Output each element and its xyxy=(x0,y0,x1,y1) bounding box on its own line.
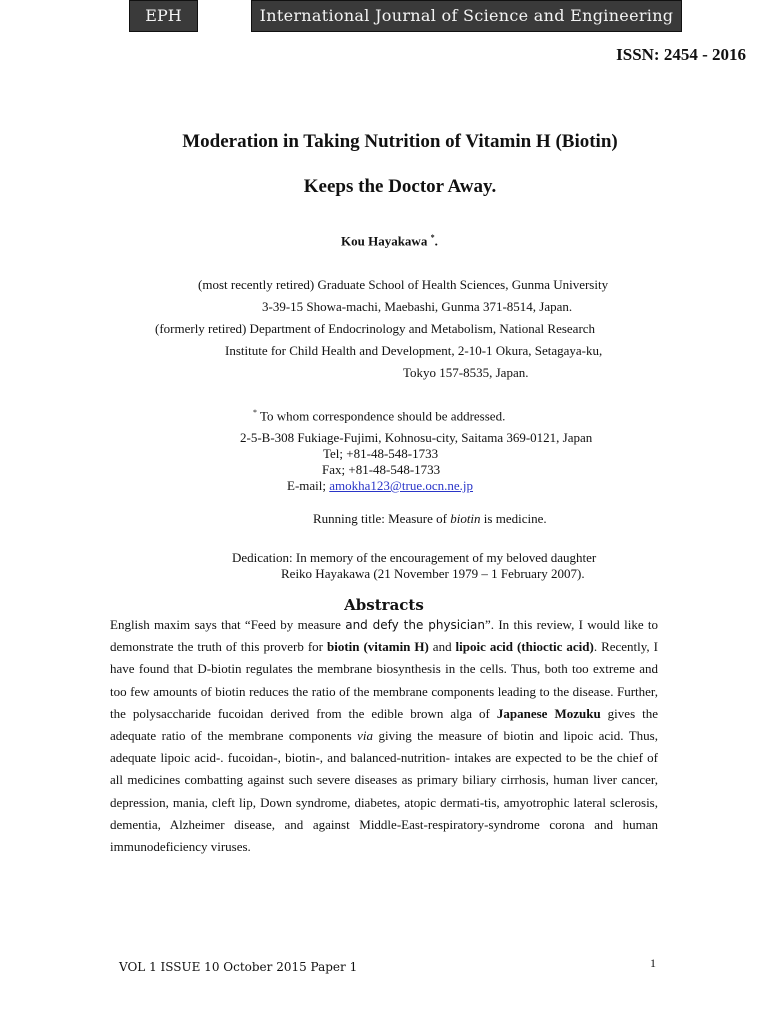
correspondence-note xyxy=(253,408,505,424)
abstract-text-2: ”. In this review, I would like to demonstrate the truth of this proverb for xyxy=(110,617,659,655)
dedication-line-1: Dedication: In memory of the encouragement of my beloved daughter xyxy=(232,550,597,565)
footer-volume: VOL 1 ISSUE 10 October 2015 Paper 1 xyxy=(119,960,358,974)
author xyxy=(341,233,438,249)
affiliation-line-5: Tokyo 157-8535, Japan. xyxy=(403,365,529,380)
abstract-text-1: English maxim says that “Feed by measure xyxy=(110,617,346,632)
author-suffix: . xyxy=(434,233,438,249)
issn: ISSN: 2454 - 2016 xyxy=(616,45,746,64)
email-label: E-mail; xyxy=(287,478,330,493)
journal-name-banner: International Journal of Science and Engineering xyxy=(251,0,682,32)
abstract-bold-mozuku: Japanese Mozuku xyxy=(496,705,601,721)
correspondence-address: 2-5-B-308 Fukiage-Fujimi, Kohnosu-city, Saitama 369-0121, Japan xyxy=(240,430,593,445)
author-name: Kou Hayakawa xyxy=(341,233,428,249)
running-title-italic: biotin xyxy=(450,511,481,526)
affiliation-line-1: (most recently retired) Graduate School of Health Sciences, Gunma University xyxy=(198,277,609,292)
correspondence-text: To whom correspondence should be addressed. xyxy=(257,408,506,424)
abstract-text-1s: and defy the physician xyxy=(345,618,486,632)
abstract-italic-via: via xyxy=(357,728,374,744)
correspondence-mark: * xyxy=(253,408,257,417)
correspondence-fax: Fax; +81-48-548-1733 xyxy=(322,462,441,477)
page-number: 1 xyxy=(650,956,656,970)
author-mark: * xyxy=(430,233,435,242)
correspondence-tel: Tel; +81-48-548-1733 xyxy=(323,446,439,461)
paper-title-line-1: Moderation in Taking Nutrition of Vitamin H (Biotin) xyxy=(182,131,618,152)
running-title xyxy=(313,511,547,527)
correspondence-email xyxy=(287,478,473,494)
running-title-suffix: is medicine. xyxy=(480,511,547,526)
abstract-body xyxy=(110,614,658,858)
affiliation-line-3: (formerly retired) Department of Endocrinology and Metabolism, National Research xyxy=(155,321,596,336)
email-link[interactable]: amokha123@true.ocn.ne.jp xyxy=(329,478,473,493)
publisher-badge: EPH xyxy=(129,0,198,32)
abstract-text-5: gives the adequate ratio of the membrane components xyxy=(110,705,659,744)
affiliation-line-2: 3-39-15 Showa-machi, Maebashi, Gunma 371-8514, Japan. xyxy=(262,299,573,314)
abstract-bold-lipoic-acid: lipoic acid (thioctic acid) xyxy=(455,639,594,655)
abstract-bold-biotin: biotin (vitamin H) xyxy=(326,639,429,655)
dedication-line-2: Reiko Hayakawa (21 November 1979 – 1 February 2007). xyxy=(281,566,585,581)
abstract-text-4: . Recently, I have found that D-biotin regulates the membrane biosynthesis in the cells. Thus, both too extreme and too few amounts of biotin reduces the ratio of the membrane components leading to the disease. Further, the polysaccharide fucoidan derived from the edible brown alga of xyxy=(110,639,658,721)
abstract-text-3: and xyxy=(428,639,456,655)
paper-title-line-2: Keeps the Doctor Away. xyxy=(303,176,497,197)
running-title-prefix: Running title: Measure of xyxy=(313,511,451,526)
abstract-text-6: giving the measure of biotin and lipoic acid. Thus, adequate lipoic acid-. fucoidan-, biotin-, and balanced-nutrition- intakes are expected to be the chief of all medicines combatting against such severe diseases as primary biliary cirrhosis, human liver cancer, depression, mania, cleft lip, Down syndrome, diabetes, atopic dermati-tis, amyotrophic lateral sclerosis, dementia, Alzheimer disease, and against Middle-East-respiratory-syndrome corona and human immunodeficiency viruses. xyxy=(110,728,658,855)
affiliation-line-4: Institute for Child Health and Development, 2-10-1 Okura, Setagaya-ku, xyxy=(225,343,603,358)
abstract-heading: Abstracts xyxy=(344,596,424,614)
